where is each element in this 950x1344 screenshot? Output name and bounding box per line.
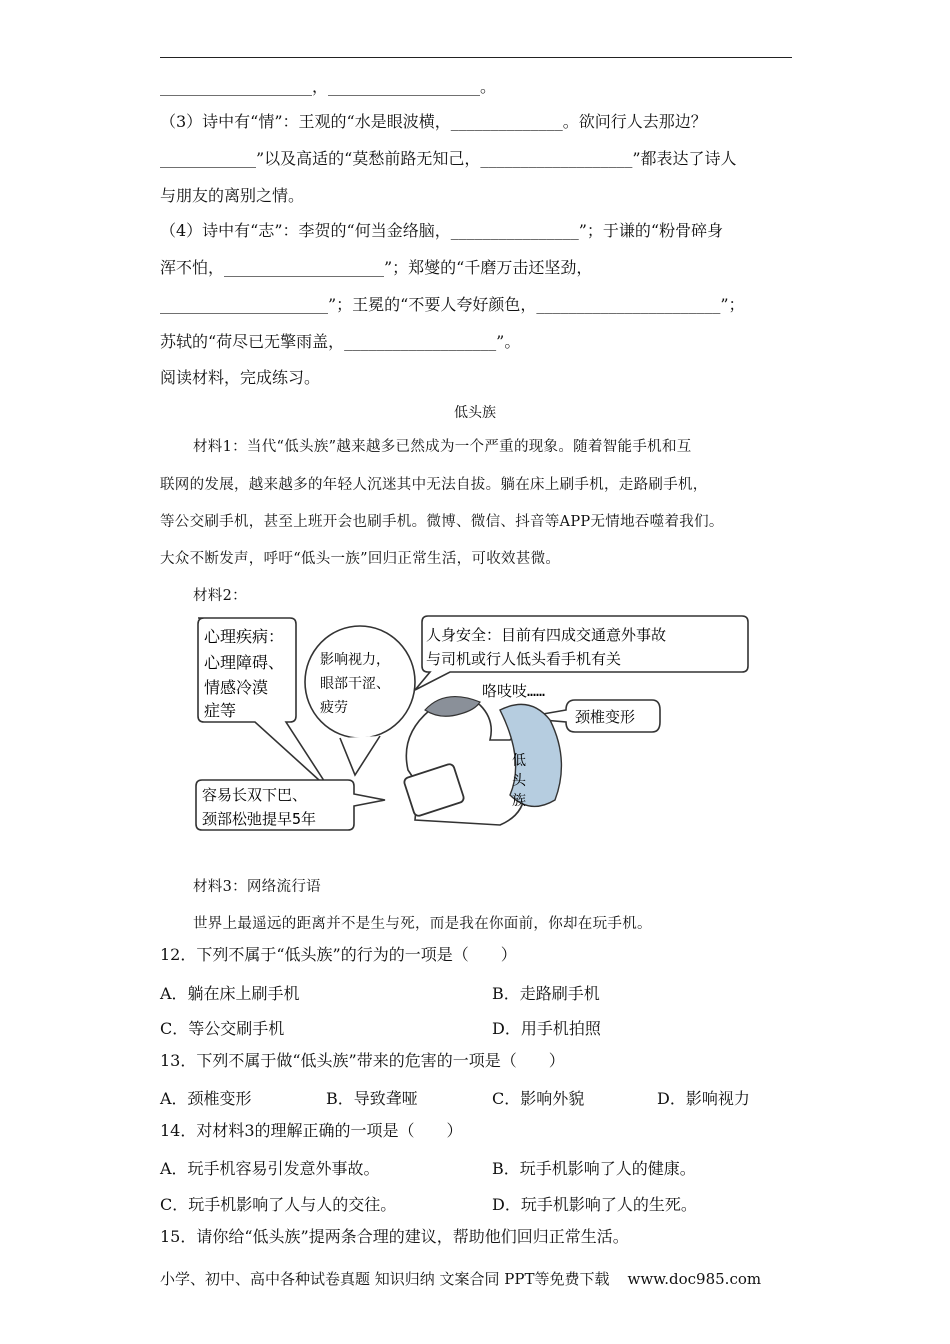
question-3-line-3: 与朋友的离别之情。 (160, 186, 305, 205)
article-title: 低头族 (454, 405, 496, 421)
question-14-option-c[interactable]: C．玩手机影响了人与人的交往。 (160, 1195, 397, 1214)
question-14-stem: 14．对材料3的理解正确的一项是（ ） (160, 1121, 463, 1140)
bubble-spine-text: 颈椎变形 (575, 708, 636, 726)
footer-url[interactable]: www.doc985.com (627, 1270, 762, 1288)
question-13-option-b[interactable]: B．导致聋哑 (326, 1089, 418, 1108)
material-1-line-3: 等公交刷手机，甚至上班开会也刷手机。微博、微信、抖音等APP无情地吞噬着我们。 (160, 514, 724, 530)
question-4-line-1: （4）诗中有“志”：李贺的“何当金络脑，________________”；于谦的“粉骨碎身 (160, 221, 724, 240)
question-12-option-d[interactable]: D．用手机拍照 (492, 1019, 601, 1038)
bubble-mental-health-line: 心理障碍、 (204, 653, 285, 672)
question-13-option-d[interactable]: D．影响视力 (657, 1089, 750, 1108)
question-3-line-2: ____________”以及高适的“莫愁前路无知己，___________________”都表达了诗人 (160, 149, 737, 168)
cartoon-illustration (190, 610, 760, 840)
reading-instruction: 阅读材料，完成练习。 (160, 368, 321, 387)
material-2-label: 材料2： (193, 588, 247, 604)
bubble-mental-health-line: 情感冷漠 (204, 678, 269, 697)
answer-blank-line: ___________________，___________________。 (160, 77, 497, 96)
bubble-vision-line: 眼部干涩、 (320, 676, 390, 692)
bubble-safety-line: 人身安全：目前有四成交通意外事故 (426, 626, 667, 644)
bubble-chin-line: 颈部松弛提早5年 (202, 810, 317, 828)
material-3-label: 材料3：网络流行语 (193, 879, 321, 895)
creak-sound: 咯吱吱…… (482, 682, 546, 700)
shirt-label-char: 头 (512, 773, 526, 789)
question-14-option-b[interactable]: B．玩手机影响了人的健康。 (492, 1159, 696, 1178)
question-14-option-d[interactable]: D．玩手机影响了人的生死。 (492, 1195, 697, 1214)
bubble-safety-line: 与司机或行人低头看手机有关 (426, 650, 622, 668)
bubble-chin-line: 容易长双下巴、 (202, 786, 308, 804)
question-4-line-2: 浑不怕，____________________”；郑燮的“千磨万击还坚劲， (160, 258, 593, 277)
question-15-stem: 15．请你给“低头族”提两条合理的建议，帮助他们回归正常生活。 (160, 1227, 629, 1246)
question-14-option-a[interactable]: A．玩手机容易引发意外事故。 (160, 1159, 380, 1178)
question-13-option-a[interactable]: A．颈椎变形 (160, 1089, 252, 1108)
question-12-option-c[interactable]: C．等公交刷手机 (160, 1019, 285, 1038)
bubble-mental-health-line: 症等 (204, 701, 237, 720)
header-rule (160, 57, 792, 58)
material-1-line-4: 大众不断发声，呼吁“低头一族”回归正常生活，可收效甚微。 (160, 551, 561, 567)
material-3-text: 世界上最遥远的距离并不是生与死，而是我在你面前，你却在玩手机。 (193, 916, 652, 932)
shirt-label-char: 低 (512, 753, 526, 769)
bubble-vision-line: 疲劳 (320, 700, 348, 716)
question-4-line-4: 苏轼的“荷尽已无擎雨盖，___________________”。 (160, 332, 521, 351)
question-3-line-1: （3）诗中有“情”：王观的“水是眼波横，______________。欲问行人去那边？ (160, 112, 707, 131)
question-12-option-b[interactable]: B．走路刷手机 (492, 984, 600, 1003)
footer (160, 1268, 761, 1289)
question-12-stem: 12．下列不属于“低头族”的行为的一项是（ ） (160, 945, 517, 964)
question-13-option-c[interactable]: C．影响外貌 (492, 1089, 585, 1108)
footer-text: 小学、初中、高中各种试卷真题 知识归纳 文案合同 PPT等免费下载 (160, 1270, 610, 1288)
bubble-mental-health-line: 心理疾病： (204, 627, 285, 646)
bubble-vision-line: 影响视力， (320, 652, 390, 668)
question-4-line-3: _____________________”；王冕的“不要人夸好颜色，_______________________”； (160, 295, 745, 314)
material-1-line-1: 材料1：当代“低头族”越来越多已然成为一个严重的现象。随着智能手机和互 (193, 439, 692, 455)
question-12-option-a[interactable]: A．躺在床上刷手机 (160, 984, 300, 1003)
shirt-label-char: 族 (512, 793, 526, 809)
material-1-line-2: 联网的发展，越来越多的年轻人沉迷其中无法自拔。躺在床上刷手机，走路刷手机， (160, 477, 708, 493)
question-13-stem: 13．下列不属于做“低头族”带来的危害的一项是（ ） (160, 1051, 565, 1070)
